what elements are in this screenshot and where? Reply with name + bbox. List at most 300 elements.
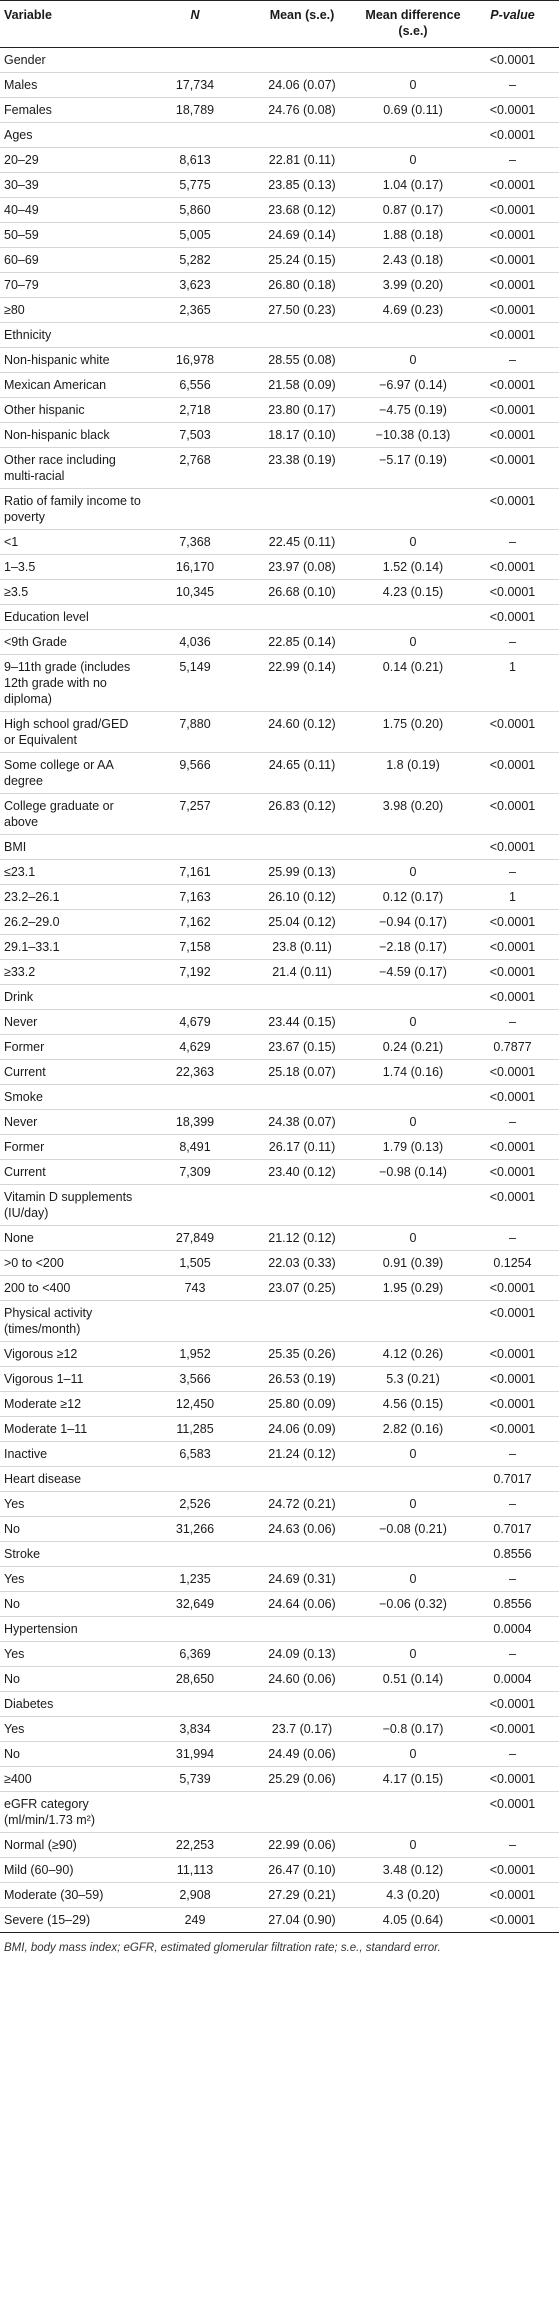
variable-cell: None: [0, 1226, 146, 1251]
p-value-cell: <0.0001: [466, 373, 559, 398]
mean-cell: 23.97 (0.08): [244, 555, 360, 580]
mean-difference-cell: 0: [360, 860, 466, 885]
mean-difference-cell: 1.75 (0.20): [360, 712, 466, 753]
p-value-cell: <0.0001: [466, 605, 559, 630]
table-row: [0, 605, 559, 630]
table-row: [0, 1467, 559, 1492]
variable-cell: Moderate 1–11: [0, 1417, 146, 1442]
table-row: [0, 1592, 559, 1617]
header-row: [0, 1, 559, 48]
variable-cell: No: [0, 1742, 146, 1767]
mean-difference-cell: −0.8 (0.17): [360, 1717, 466, 1742]
mean-cell: 26.17 (0.11): [244, 1135, 360, 1160]
mean-difference-cell: [360, 1542, 466, 1567]
mean-difference-cell: −4.59 (0.17): [360, 960, 466, 985]
table-row: [0, 73, 559, 98]
mean-cell: 24.38 (0.07): [244, 1110, 360, 1135]
variable-cell: Stroke: [0, 1542, 146, 1567]
n-cell: [146, 1085, 244, 1110]
n-cell: 4,679: [146, 1010, 244, 1035]
mean-cell: 21.12 (0.12): [244, 1226, 360, 1251]
variable-cell: >0 to <200: [0, 1251, 146, 1276]
mean-cell: 23.7 (0.17): [244, 1717, 360, 1742]
table-row: [0, 1010, 559, 1035]
n-cell: 18,399: [146, 1110, 244, 1135]
table-row: [0, 1792, 559, 1833]
mean-difference-cell: −0.08 (0.21): [360, 1517, 466, 1542]
variable-cell: Education level: [0, 605, 146, 630]
p-value-cell: –: [466, 1567, 559, 1592]
p-value-cell: 0.0004: [466, 1617, 559, 1642]
mean-cell: 21.58 (0.09): [244, 373, 360, 398]
n-cell: 18,789: [146, 98, 244, 123]
mean-cell: 26.80 (0.18): [244, 273, 360, 298]
n-cell: 3,566: [146, 1367, 244, 1392]
n-cell: 2,718: [146, 398, 244, 423]
p-value-cell: <0.0001: [466, 580, 559, 605]
n-cell: [146, 1692, 244, 1717]
variable-cell: Mexican American: [0, 373, 146, 398]
variable-cell: Yes: [0, 1492, 146, 1517]
header-p-value: P-value: [466, 1, 559, 48]
p-value-cell: 0.8556: [466, 1542, 559, 1567]
mean-difference-cell: 4.23 (0.15): [360, 580, 466, 605]
variable-cell: Males: [0, 73, 146, 98]
mean-difference-cell: [360, 835, 466, 860]
table-header: [0, 1, 559, 48]
n-cell: 7,158: [146, 935, 244, 960]
n-cell: 31,994: [146, 1742, 244, 1767]
p-value-cell: <0.0001: [466, 1908, 559, 1933]
n-cell: 1,952: [146, 1342, 244, 1367]
variable-cell: Former: [0, 1135, 146, 1160]
table-row: [0, 794, 559, 835]
p-value-cell: <0.0001: [466, 1767, 559, 1792]
p-value-cell: <0.0001: [466, 1301, 559, 1342]
mean-cell: 23.8 (0.11): [244, 935, 360, 960]
mean-difference-cell: 0: [360, 1226, 466, 1251]
mean-difference-cell: 3.98 (0.20): [360, 794, 466, 835]
mean-difference-cell: 0: [360, 530, 466, 555]
variable-cell: 1–3.5: [0, 555, 146, 580]
p-value-cell: <0.0001: [466, 794, 559, 835]
mean-cell: 23.44 (0.15): [244, 1010, 360, 1035]
table-row: [0, 348, 559, 373]
variable-cell: Other hispanic: [0, 398, 146, 423]
variable-cell: Moderate ≥12: [0, 1392, 146, 1417]
p-value-cell: <0.0001: [466, 555, 559, 580]
table-row: [0, 1767, 559, 1792]
variable-cell: ≥3.5: [0, 580, 146, 605]
mean-cell: 26.47 (0.10): [244, 1858, 360, 1883]
n-cell: [146, 48, 244, 73]
n-cell: 17,734: [146, 73, 244, 98]
table-row: [0, 1185, 559, 1226]
mean-cell: [244, 1467, 360, 1492]
n-cell: [146, 605, 244, 630]
n-cell: 1,505: [146, 1251, 244, 1276]
n-cell: [146, 123, 244, 148]
mean-cell: 24.06 (0.07): [244, 73, 360, 98]
p-value-cell: <0.0001: [466, 1160, 559, 1185]
p-value-cell: <0.0001: [466, 323, 559, 348]
p-value-cell: –: [466, 1442, 559, 1467]
variable-cell: 23.2–26.1: [0, 885, 146, 910]
p-value-cell: –: [466, 1642, 559, 1667]
variable-cell: 20–29: [0, 148, 146, 173]
mean-cell: 23.67 (0.15): [244, 1035, 360, 1060]
variable-cell: BMI: [0, 835, 146, 860]
mean-difference-cell: 1.74 (0.16): [360, 1060, 466, 1085]
n-cell: 6,583: [146, 1442, 244, 1467]
mean-difference-cell: [360, 489, 466, 530]
variable-cell: 70–79: [0, 273, 146, 298]
table-row: [0, 1742, 559, 1767]
p-value-cell: –: [466, 1833, 559, 1858]
variable-cell: High school grad/GED or Equivalent: [0, 712, 146, 753]
mean-difference-cell: 4.17 (0.15): [360, 1767, 466, 1792]
mean-cell: 25.24 (0.15): [244, 248, 360, 273]
p-value-cell: <0.0001: [466, 753, 559, 794]
mean-difference-cell: [360, 1617, 466, 1642]
p-value-cell: <0.0001: [466, 489, 559, 530]
mean-cell: 23.80 (0.17): [244, 398, 360, 423]
table-row: [0, 835, 559, 860]
p-value-cell: 1: [466, 885, 559, 910]
table-row: [0, 910, 559, 935]
mean-difference-cell: 1.95 (0.29): [360, 1276, 466, 1301]
variable-cell: 29.1–33.1: [0, 935, 146, 960]
table-row: [0, 98, 559, 123]
variable-cell: Hypertension: [0, 1617, 146, 1642]
variable-cell: 50–59: [0, 223, 146, 248]
table-row: [0, 712, 559, 753]
n-cell: 31,266: [146, 1517, 244, 1542]
variable-cell: Some college or AA degree: [0, 753, 146, 794]
mean-cell: 24.06 (0.09): [244, 1417, 360, 1442]
table-footnote: BMI, body mass index; eGFR, estimated glomerular filtration rate; s.e., standard error.: [4, 1942, 441, 1954]
table-row: [0, 1135, 559, 1160]
variable-cell: Vigorous ≥12: [0, 1342, 146, 1367]
table-row: [0, 555, 559, 580]
table-row: [0, 173, 559, 198]
n-cell: 6,369: [146, 1642, 244, 1667]
table-row: [0, 1342, 559, 1367]
table-row: [0, 1035, 559, 1060]
p-value-cell: <0.0001: [466, 398, 559, 423]
table-row: [0, 1908, 559, 1933]
p-value-cell: <0.0001: [466, 1135, 559, 1160]
mean-difference-cell: 0.87 (0.17): [360, 198, 466, 223]
mean-cell: [244, 489, 360, 530]
n-cell: 3,623: [146, 273, 244, 298]
variable-cell: Yes: [0, 1567, 146, 1592]
mean-difference-cell: 4.12 (0.26): [360, 1342, 466, 1367]
variable-cell: Mild (60–90): [0, 1858, 146, 1883]
header-mean: Mean (s.e.): [244, 1, 360, 48]
variable-cell: Physical activity (times/month): [0, 1301, 146, 1342]
p-value-cell: <0.0001: [466, 123, 559, 148]
variable-cell: Non-hispanic white: [0, 348, 146, 373]
mean-difference-cell: 2.43 (0.18): [360, 248, 466, 273]
table-row: [0, 985, 559, 1010]
p-value-cell: 0.7017: [466, 1467, 559, 1492]
mean-difference-cell: 0: [360, 1442, 466, 1467]
variable-cell: Females: [0, 98, 146, 123]
table-row: [0, 1442, 559, 1467]
p-value-cell: –: [466, 73, 559, 98]
mean-difference-cell: 0.69 (0.11): [360, 98, 466, 123]
n-cell: 2,365: [146, 298, 244, 323]
mean-difference-cell: 1.52 (0.14): [360, 555, 466, 580]
p-value-cell: 0.8556: [466, 1592, 559, 1617]
n-cell: 2,768: [146, 448, 244, 489]
mean-difference-cell: −4.75 (0.19): [360, 398, 466, 423]
p-value-cell: –: [466, 860, 559, 885]
mean-difference-cell: −2.18 (0.17): [360, 935, 466, 960]
n-cell: [146, 1185, 244, 1226]
n-cell: 7,309: [146, 1160, 244, 1185]
mean-difference-cell: 0.91 (0.39): [360, 1251, 466, 1276]
p-value-cell: <0.0001: [466, 1417, 559, 1442]
variable-cell: Never: [0, 1110, 146, 1135]
p-value-cell: –: [466, 348, 559, 373]
n-cell: 3,834: [146, 1717, 244, 1742]
mean-difference-cell: −5.17 (0.19): [360, 448, 466, 489]
n-cell: 8,613: [146, 148, 244, 173]
p-value-cell: <0.0001: [466, 910, 559, 935]
mean-cell: [244, 985, 360, 1010]
table-row: [0, 298, 559, 323]
n-cell: 27,849: [146, 1226, 244, 1251]
table-row: [0, 1833, 559, 1858]
variable-cell: eGFR category (ml/min/1.73 m²): [0, 1792, 146, 1833]
mean-cell: [244, 835, 360, 860]
mean-difference-cell: 0: [360, 1567, 466, 1592]
table-row: [0, 1251, 559, 1276]
p-value-cell: <0.0001: [466, 98, 559, 123]
n-cell: 5,739: [146, 1767, 244, 1792]
n-cell: 249: [146, 1908, 244, 1933]
mean-cell: 21.4 (0.11): [244, 960, 360, 985]
p-value-cell: <0.0001: [466, 198, 559, 223]
n-cell: [146, 1617, 244, 1642]
p-value-cell: <0.0001: [466, 1883, 559, 1908]
mean-cell: 24.60 (0.12): [244, 712, 360, 753]
n-cell: 7,368: [146, 530, 244, 555]
variable-cell: ≤23.1: [0, 860, 146, 885]
mean-difference-cell: 0: [360, 1742, 466, 1767]
mean-cell: 23.85 (0.13): [244, 173, 360, 198]
variable-cell: No: [0, 1667, 146, 1692]
p-value-cell: <0.0001: [466, 1792, 559, 1833]
p-value-cell: <0.0001: [466, 448, 559, 489]
n-cell: 9,566: [146, 753, 244, 794]
mean-cell: 24.69 (0.31): [244, 1567, 360, 1592]
variable-cell: Ethnicity: [0, 323, 146, 348]
mean-cell: 25.29 (0.06): [244, 1767, 360, 1792]
mean-difference-cell: 0.12 (0.17): [360, 885, 466, 910]
mean-difference-cell: 5.3 (0.21): [360, 1367, 466, 1392]
p-value-cell: <0.0001: [466, 1276, 559, 1301]
variable-cell: Heart disease: [0, 1467, 146, 1492]
table-row: [0, 580, 559, 605]
table-row: [0, 960, 559, 985]
mean-difference-cell: 0: [360, 1642, 466, 1667]
mean-difference-cell: 1.04 (0.17): [360, 173, 466, 198]
n-cell: [146, 835, 244, 860]
n-cell: [146, 985, 244, 1010]
variable-cell: 9–11th grade (includes 12th grade with no diploma): [0, 655, 146, 712]
table-row: [0, 1226, 559, 1251]
mean-cell: [244, 123, 360, 148]
mean-cell: 24.49 (0.06): [244, 1742, 360, 1767]
table-row: [0, 1858, 559, 1883]
table-row: [0, 1692, 559, 1717]
table-row: [0, 1667, 559, 1692]
p-value-cell: –: [466, 1010, 559, 1035]
header-n: N: [146, 1, 244, 48]
variable-cell: Vigorous 1–11: [0, 1367, 146, 1392]
mean-difference-cell: 0: [360, 630, 466, 655]
mean-difference-cell: [360, 1792, 466, 1833]
table-row: [0, 1617, 559, 1642]
n-cell: [146, 1792, 244, 1833]
table-row: [0, 1392, 559, 1417]
table-row: [0, 655, 559, 712]
table-row: [0, 1276, 559, 1301]
table-row: [0, 935, 559, 960]
n-cell: [146, 1301, 244, 1342]
table-row: [0, 1642, 559, 1667]
mean-cell: 25.04 (0.12): [244, 910, 360, 935]
variable-cell: No: [0, 1517, 146, 1542]
p-value-cell: <0.0001: [466, 835, 559, 860]
variable-cell: 30–39: [0, 173, 146, 198]
p-value-cell: <0.0001: [466, 1392, 559, 1417]
mean-cell: 22.45 (0.11): [244, 530, 360, 555]
p-value-cell: 1: [466, 655, 559, 712]
table-row: [0, 1085, 559, 1110]
variable-cell: Yes: [0, 1717, 146, 1742]
p-value-cell: 0.0004: [466, 1667, 559, 1692]
n-cell: 12,450: [146, 1392, 244, 1417]
p-value-cell: <0.0001: [466, 1692, 559, 1717]
mean-cell: 24.60 (0.06): [244, 1667, 360, 1692]
mean-cell: 22.81 (0.11): [244, 148, 360, 173]
p-value-cell: <0.0001: [466, 223, 559, 248]
mean-difference-cell: 0.24 (0.21): [360, 1035, 466, 1060]
mean-cell: 21.24 (0.12): [244, 1442, 360, 1467]
p-value-cell: <0.0001: [466, 1185, 559, 1226]
n-cell: [146, 1542, 244, 1567]
mean-cell: [244, 605, 360, 630]
p-value-cell: <0.0001: [466, 48, 559, 73]
n-cell: 7,257: [146, 794, 244, 835]
p-value-cell: 0.7877: [466, 1035, 559, 1060]
mean-cell: 23.68 (0.12): [244, 198, 360, 223]
mean-cell: 26.68 (0.10): [244, 580, 360, 605]
variable-cell: ≥80: [0, 298, 146, 323]
p-value-cell: <0.0001: [466, 1342, 559, 1367]
mean-difference-cell: [360, 1692, 466, 1717]
table-row: [0, 1517, 559, 1542]
n-cell: 7,503: [146, 423, 244, 448]
n-cell: 5,149: [146, 655, 244, 712]
mean-difference-cell: 0: [360, 1492, 466, 1517]
p-value-cell: <0.0001: [466, 960, 559, 985]
header-variable: Variable: [0, 1, 146, 48]
mean-cell: 26.10 (0.12): [244, 885, 360, 910]
n-cell: [146, 489, 244, 530]
header-mean-difference: Mean difference (s.e.): [360, 1, 466, 48]
mean-difference-cell: 0: [360, 1010, 466, 1035]
mean-difference-cell: 4.05 (0.64): [360, 1908, 466, 1933]
p-value-cell: <0.0001: [466, 298, 559, 323]
mean-difference-cell: −6.97 (0.14): [360, 373, 466, 398]
n-cell: 4,036: [146, 630, 244, 655]
p-value-cell: –: [466, 530, 559, 555]
p-value-cell: 0.1254: [466, 1251, 559, 1276]
n-cell: 5,860: [146, 198, 244, 223]
mean-difference-cell: [360, 605, 466, 630]
n-cell: 743: [146, 1276, 244, 1301]
mean-cell: 27.50 (0.23): [244, 298, 360, 323]
table-row: [0, 1567, 559, 1592]
mean-cell: 27.04 (0.90): [244, 1908, 360, 1933]
table-row: [0, 273, 559, 298]
table-row: [0, 1492, 559, 1517]
mean-cell: [244, 1617, 360, 1642]
variable-cell: <9th Grade: [0, 630, 146, 655]
mean-difference-cell: 1.88 (0.18): [360, 223, 466, 248]
table-row: [0, 148, 559, 173]
p-value-cell: –: [466, 630, 559, 655]
mean-cell: 23.38 (0.19): [244, 448, 360, 489]
mean-difference-cell: 1.8 (0.19): [360, 753, 466, 794]
variable-cell: Inactive: [0, 1442, 146, 1467]
variable-cell: Current: [0, 1160, 146, 1185]
variable-cell: Non-hispanic black: [0, 423, 146, 448]
mean-cell: 23.07 (0.25): [244, 1276, 360, 1301]
n-cell: [146, 1467, 244, 1492]
mean-cell: 24.72 (0.21): [244, 1492, 360, 1517]
p-value-cell: –: [466, 1492, 559, 1517]
mean-cell: 26.83 (0.12): [244, 794, 360, 835]
table-row: [0, 1542, 559, 1567]
mean-difference-cell: 0.14 (0.21): [360, 655, 466, 712]
n-cell: 4,629: [146, 1035, 244, 1060]
variable-cell: Former: [0, 1035, 146, 1060]
table-row: [0, 223, 559, 248]
n-cell: 7,163: [146, 885, 244, 910]
n-cell: 22,363: [146, 1060, 244, 1085]
table-row: [0, 448, 559, 489]
n-cell: 6,556: [146, 373, 244, 398]
n-cell: 10,345: [146, 580, 244, 605]
variable-cell: Moderate (30–59): [0, 1883, 146, 1908]
mean-cell: 24.65 (0.11): [244, 753, 360, 794]
mean-difference-cell: 3.48 (0.12): [360, 1858, 466, 1883]
table-row: [0, 48, 559, 73]
table-row: [0, 398, 559, 423]
variable-cell: Severe (15–29): [0, 1908, 146, 1933]
table-row: [0, 860, 559, 885]
variable-cell: 60–69: [0, 248, 146, 273]
n-cell: 16,170: [146, 555, 244, 580]
table-row: [0, 489, 559, 530]
mean-cell: 22.03 (0.33): [244, 1251, 360, 1276]
